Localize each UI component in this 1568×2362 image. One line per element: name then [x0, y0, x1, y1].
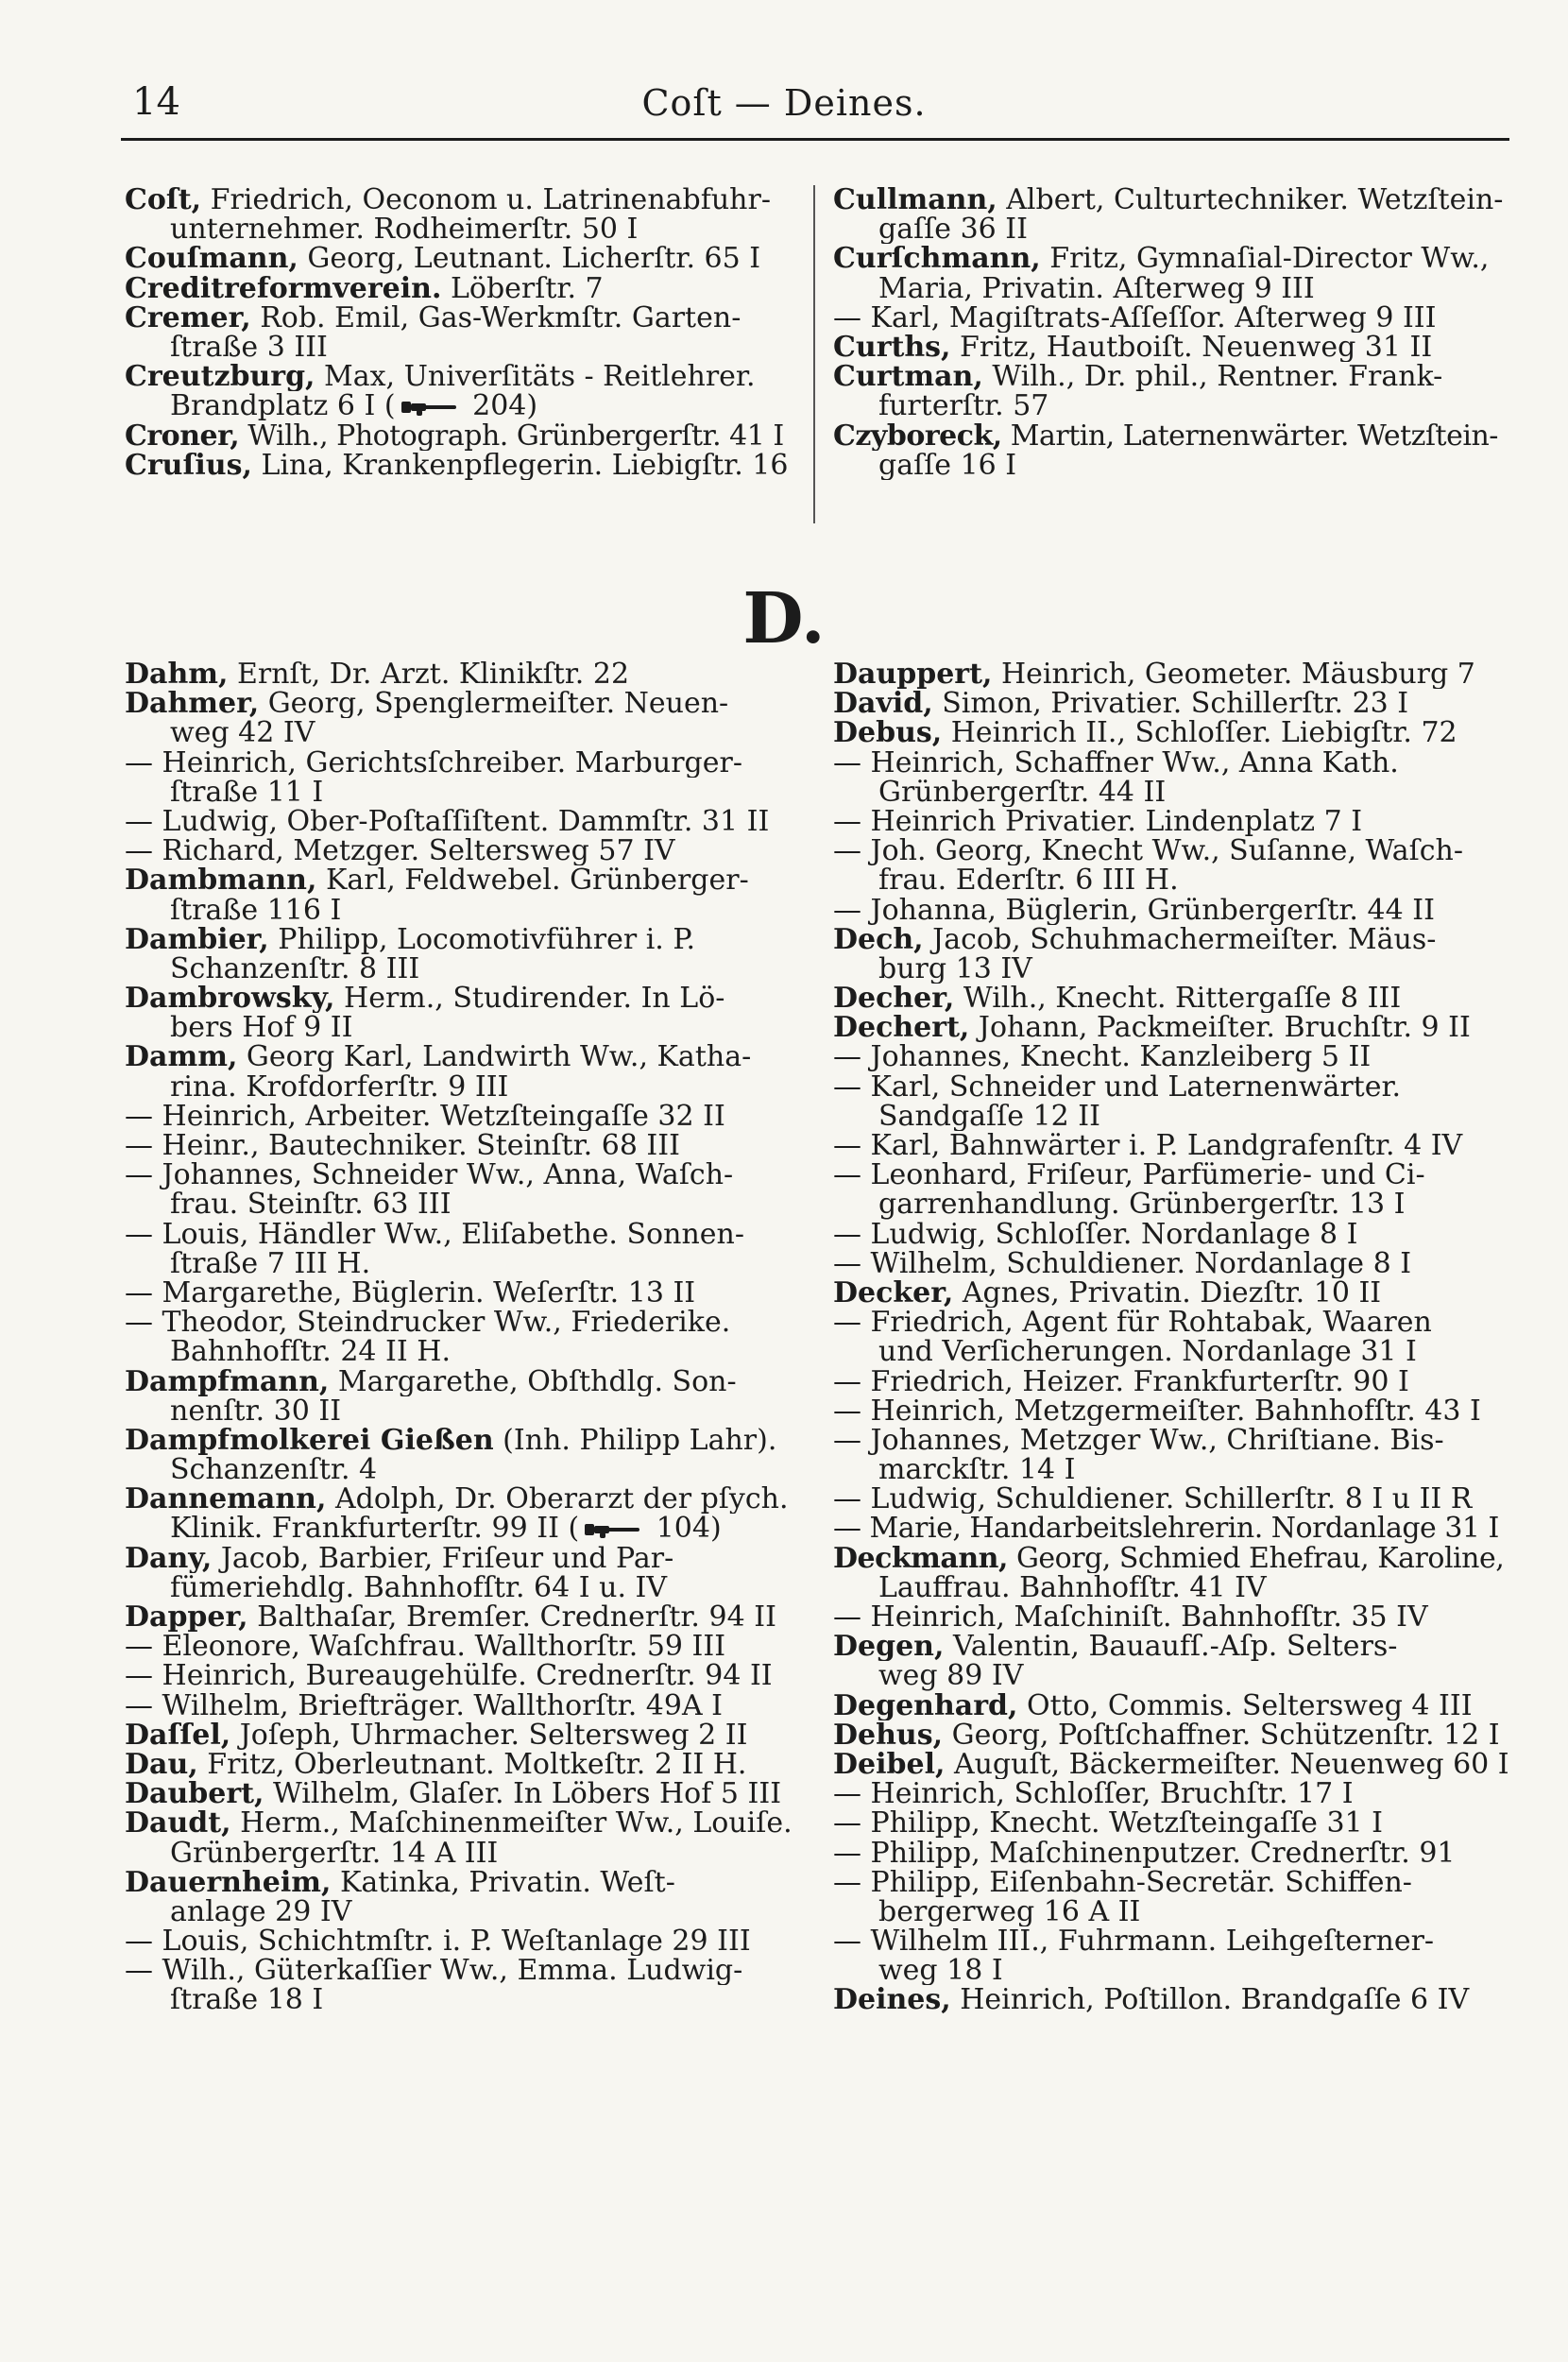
entry-details: Joſeph, Uhrmacher. Seltersweg 2 II: [230, 1720, 748, 1750]
entry-details: Heinrich, Geometer. Mäusburg 7: [992, 659, 1475, 690]
entry-details: Georg, Schmied Ehefrau, Karoline,: [1007, 1543, 1505, 1573]
entry-surname: Dechert,: [833, 1013, 970, 1043]
entry-surname: Czyboreck,: [833, 420, 1002, 451]
entry-details: — Philipp, Maſchinenputzer. Crednerſtr. 91: [833, 1838, 1456, 1868]
entry-surname: Croner,: [125, 420, 240, 451]
entry-details: Albert, Culturtechniker. Wetzſtein-: [997, 185, 1504, 215]
entry-surname: Couſmann,: [125, 244, 298, 274]
column-divider: [813, 185, 815, 523]
entry-details: nenſtr. 30 II: [170, 1395, 342, 1426]
directory-entry-line: [833, 1013, 1509, 1042]
entry-details: garrenhandlung. Grünbergerſtr. 13 I: [878, 1190, 1406, 1220]
entry-surname: Deibel,: [833, 1749, 946, 1780]
directory-entry-line: [125, 1160, 803, 1190]
entry-surname: Dauernheim,: [125, 1867, 332, 1897]
main-left-column: [125, 659, 803, 2015]
entry-surname: Dapper,: [125, 1602, 248, 1633]
entry-details: Wilh., Photograph. Grünbergerſtr. 41 I: [239, 420, 784, 451]
entry-surname: Dambier,: [125, 924, 269, 954]
directory-entry-line: [125, 391, 803, 420]
entry-surname: Coſt,: [125, 185, 202, 215]
entry-details: — Johannes, Metzger Ww., Chriſtiane. Bis-: [833, 1425, 1444, 1456]
directory-entry-line: [125, 274, 803, 303]
entry-details: ſtraße 3 III: [170, 332, 328, 363]
directory-entry-line: [833, 1249, 1509, 1278]
entry-details: Max, Univerſitäts - Reitlehrer.: [315, 362, 756, 392]
directory-entry-line: [125, 1544, 803, 1573]
entry-details: — Friedrich, Agent für Rohtabak, Waaren: [833, 1308, 1432, 1338]
directory-entry-line: [833, 778, 1509, 807]
entry-details: — Heinr., Bautechniker. Steinſtr. 68 III: [125, 1131, 680, 1161]
directory-entry-line: [833, 748, 1509, 778]
entry-details: — Eleonore, Waſchfrau. Wallthorſtr. 59 III: [125, 1632, 726, 1662]
entry-details: frau. Steinſtr. 63 III: [170, 1190, 452, 1220]
entry-details: Grünbergerſtr. 44 II: [878, 777, 1167, 807]
entry-details: bergerweg 16 A II: [878, 1896, 1141, 1927]
entry-surname: Daubert,: [125, 1779, 264, 1809]
directory-entry-line: [125, 1779, 803, 1808]
entry-details: — Wilhelm, Briefträger. Wallthorſtr. 49A I: [125, 1690, 724, 1720]
directory-entry-line: [125, 1367, 803, 1396]
directory-entry-line: [833, 1160, 1509, 1190]
entry-details: und Verſicherungen. Nordanlage 31 I: [878, 1337, 1417, 1367]
directory-entry-line: [833, 274, 1509, 303]
entry-surname: Dahmer,: [125, 689, 260, 719]
directory-entry-line: [833, 1072, 1509, 1102]
entry-surname: Deines,: [833, 1985, 951, 2015]
directory-entry-line: [125, 1072, 803, 1102]
directory-entry-line: [125, 1190, 803, 1219]
directory-entry-line: [833, 1602, 1509, 1632]
entry-reference: 204): [463, 391, 538, 421]
directory-entry-line: [833, 214, 1509, 244]
directory-entry-line: [833, 1514, 1509, 1543]
directory-entry-line: [125, 1484, 803, 1514]
directory-entry-line: [833, 303, 1509, 333]
directory-entry-line: [833, 1808, 1509, 1838]
pointing-hand-icon: [400, 397, 460, 418]
entry-details: — Heinrich Privatier. Lindenplatz 7 I: [833, 806, 1363, 837]
entry-details: Georg, Poſtſchaffner. Schützenſtr. 12 I: [943, 1720, 1500, 1750]
directory-entry-line: [125, 421, 803, 451]
entry-details: gaſſe 16 I: [878, 450, 1017, 480]
entry-details: Lina, Krankenpflegerin. Liebigſtr. 16: [251, 450, 789, 480]
pointing-hand-icon: [583, 1519, 643, 1540]
entry-surname: Cremer,: [125, 302, 251, 333]
entry-details: ſtraße 116 I: [170, 895, 342, 925]
directory-entry-line: [125, 896, 803, 925]
entry-surname: Creditreformverein.: [125, 273, 442, 303]
directory-entry-line: [125, 1691, 803, 1720]
entry-details: Johann, Packmeiſter. Bruchſtr. 9 II: [969, 1013, 1471, 1043]
entry-details: anlage 29 IV: [170, 1896, 352, 1927]
entry-details: — Joh. Georg, Knecht Ww., Suſanne, Waſch-: [833, 836, 1463, 866]
entry-details: Jacob, Barbier, Friſeur und Par-: [212, 1543, 674, 1573]
directory-entry-line: [125, 1102, 803, 1131]
directory-entry-line: [833, 896, 1509, 925]
entry-details: Brandplatz 6 I (: [170, 391, 396, 421]
directory-entry-line: [833, 1544, 1509, 1573]
entry-details: Wilh., Dr. phil., Rentner. Frank-: [982, 362, 1443, 392]
entry-details: unternehmer. Rodheimerſtr. 50 I: [170, 214, 639, 245]
entry-details: — Johanna, Büglerin, Grünbergerſtr. 44 II: [833, 895, 1435, 925]
entry-reference: 104): [647, 1514, 722, 1544]
directory-entry-line: [833, 1396, 1509, 1426]
directory-entry-line: [833, 1661, 1509, 1690]
entry-details: Fritz, Oberleutnant. Moltkeſtr. 2 II H.: [197, 1749, 747, 1780]
top-right-column: [833, 185, 1509, 480]
entry-details: fümeriehdlg. Bahnhofſtr. 64 I u. IV: [170, 1572, 668, 1602]
directory-entry-line: [125, 1042, 803, 1071]
directory-entry-line: [833, 451, 1509, 480]
directory-entry-line: [833, 333, 1509, 362]
directory-entry-line: [833, 362, 1509, 391]
entry-details: — Karl, Magiſtrats-Aſſeſſor. Aſterweg 9 III: [833, 302, 1437, 333]
directory-entry-line: [833, 185, 1509, 214]
directory-entry-line: [125, 1897, 803, 1926]
entry-surname: Decker,: [833, 1277, 954, 1309]
entry-surname: Curtman,: [833, 362, 983, 392]
directory-entry-line: [125, 1131, 803, 1160]
entry-surname: Degen,: [833, 1632, 945, 1662]
entry-details: Herm., Maſchinenmeiſter Ww., Louiſe.: [230, 1808, 793, 1839]
section-letter: D.: [742, 578, 826, 659]
entry-surname: Dehus,: [833, 1720, 944, 1750]
entry-details: — Karl, Bahnwärter i. P. Landgrafenſtr. 4 IV: [833, 1131, 1463, 1161]
entry-details: — Ludwig, Ober-Poſtaſſiſtent. Dammſtr. 31 II: [125, 806, 770, 837]
directory-entry-line: [125, 836, 803, 865]
entry-details: — Richard, Metzger. Seltersweg 57 IV: [125, 836, 675, 866]
entry-details: gaſſe 36 II: [878, 214, 1028, 245]
entry-details: Fritz, Hautboiſt. Neuenweg 31 II: [950, 332, 1433, 363]
directory-entry-line: [125, 1013, 803, 1042]
directory-entry-line: [125, 333, 803, 362]
entry-details: Löberſtr. 7: [441, 273, 604, 303]
entry-details: Klinik. Frankfurterſtr. 99 II (: [170, 1514, 580, 1544]
directory-entry-line: [125, 244, 803, 273]
directory-entry-line: [833, 1102, 1509, 1131]
top-left-column: [125, 185, 803, 480]
entry-details: — Heinrich, Arbeiter. Wetzſteingaſſe 32 II: [125, 1101, 725, 1131]
directory-entry-line: [833, 1926, 1509, 1956]
directory-entry-line: [833, 1779, 1509, 1808]
directory-entry-line: [833, 421, 1509, 451]
entry-details: Auguſt, Bäckermeiſter. Neuenweg 60 I: [945, 1749, 1509, 1780]
directory-entry-line: [833, 984, 1509, 1013]
directory-entry-line: [833, 244, 1509, 273]
entry-details: Heinrich, Poſtillon. Brandgaſſe 6 IV: [950, 1985, 1470, 2015]
directory-entry-line: [833, 1839, 1509, 1868]
entry-details: weg 89 IV: [878, 1661, 1024, 1691]
entry-surname: Decher,: [833, 984, 955, 1014]
entry-surname: Creutzburg,: [125, 362, 315, 392]
entry-surname: Daſſel,: [125, 1720, 231, 1750]
directory-entry-line: [125, 778, 803, 807]
directory-entry-line: [125, 807, 803, 836]
entry-details: Sandgaſſe 12 II: [878, 1101, 1100, 1131]
entry-details: Georg, Spenglermeiſter. Neuen-: [259, 689, 729, 719]
entry-details: Rob. Emil, Gas-Werkmſtr. Garten-: [250, 302, 741, 333]
entry-details: Herm., Studirender. In Lö-: [334, 984, 725, 1014]
entry-details: Friedrich, Oeconom u. Latrinenabfuhr-: [201, 185, 771, 215]
entry-surname: Curſchmann,: [833, 244, 1041, 274]
directory-entry-line: [125, 1868, 803, 1897]
directory-entry-line: [833, 1278, 1509, 1308]
directory-entry-line: [125, 1602, 803, 1632]
directory-entry-line: [833, 1308, 1509, 1337]
directory-entry-line: [125, 1514, 803, 1543]
directory-entry-line: [833, 954, 1509, 984]
directory-entry-line: [833, 1956, 1509, 1985]
directory-entry-line: [125, 1839, 803, 1868]
entry-details: — Margarethe, Büglerin. Weſerſtr. 13 II: [125, 1277, 696, 1309]
directory-entry-line: [125, 214, 803, 244]
entry-details: Heinrich II., Schloſſer. Liebigſtr. 72: [942, 718, 1457, 748]
entry-details: — Heinrich, Gerichtsſchreiber. Marburger-: [125, 747, 742, 778]
entry-details: weg 42 IV: [170, 718, 315, 748]
directory-entry-line: [833, 1868, 1509, 1897]
entry-details: Valentin, Bauaufſ.-Aſp. Selters-: [944, 1632, 1398, 1662]
directory-entry-line: [833, 659, 1509, 689]
directory-entry-line: [125, 1808, 803, 1838]
entry-details: — Ludwig, Schloſſer. Nordanlage 8 I: [833, 1219, 1358, 1249]
directory-entry-line: [833, 1632, 1509, 1661]
entry-surname: Dampfmolkerei Gießen: [125, 1425, 494, 1456]
entry-details: — Wilh., Güterkaſſier Ww., Emma. Ludwig-: [125, 1956, 743, 1986]
entry-details: Martin, Laternenwärter. Wetzſtein-: [1001, 420, 1498, 451]
entry-surname: Deckmann,: [833, 1543, 1008, 1573]
entry-surname: Dannemann,: [125, 1484, 327, 1515]
entry-surname: Cullmann,: [833, 185, 997, 215]
directory-entry-line: [125, 1985, 803, 2014]
entry-surname: Damm,: [125, 1042, 238, 1072]
entry-details: Philipp, Locomotivführer i. P.: [268, 924, 696, 954]
directory-entry-line: [833, 925, 1509, 954]
directory-entry-line: [833, 1367, 1509, 1396]
directory-entry-line: [833, 1455, 1509, 1484]
directory-entry-line: [833, 1337, 1509, 1366]
entry-surname: Dau,: [125, 1749, 198, 1780]
entry-details: — Heinrich, Metzgermeiſter. Bahnhofſtr. 43 I: [833, 1395, 1481, 1426]
directory-entry-line: [125, 748, 803, 778]
entry-details: — Philipp, Eiſenbahn-Secretär. Schiffen-: [833, 1867, 1412, 1897]
directory-entry-line: [833, 689, 1509, 718]
entry-details: Katinka, Privatin. Weſt-: [331, 1867, 675, 1897]
directory-entry-line: [125, 1573, 803, 1602]
entry-details: — Philipp, Knecht. Wetzſteingaſſe 31 I: [833, 1808, 1384, 1839]
entry-details: — Theodor, Steindrucker Ww., Friederike.: [125, 1308, 731, 1338]
directory-entry-line: [833, 1220, 1509, 1249]
directory-entry-line: [833, 1426, 1509, 1455]
directory-entry-line: [125, 185, 803, 214]
directory-entry-line: [833, 807, 1509, 836]
entry-details: — Friedrich, Heizer. Frankfurterſtr. 90 I: [833, 1366, 1409, 1396]
entry-details: — Wilhelm, Schuldiener. Nordanlage 8 I: [833, 1248, 1412, 1278]
directory-entry-line: [125, 1926, 803, 1956]
entry-details: Margarethe, Obſthdlg. Son-: [329, 1366, 737, 1396]
entry-details: Schanzenſtr. 8 III: [170, 953, 420, 984]
directory-entry-line: [125, 984, 803, 1013]
directory-entry-line: [125, 1220, 803, 1249]
directory-entry-line: [125, 1426, 803, 1455]
entry-surname: Curths,: [833, 332, 951, 363]
entry-surname: Dany,: [125, 1543, 213, 1573]
directory-entry-line: [125, 1308, 803, 1337]
entry-details: Maria, Privatin. Aſterweg 9 III: [878, 273, 1315, 303]
entry-details: — Wilhelm III., Fuhrmann. Leihgeſterner-: [833, 1926, 1435, 1957]
directory-entry-line: [833, 1131, 1509, 1160]
directory-entry-line: [125, 925, 803, 954]
entry-surname: Debus,: [833, 718, 943, 748]
directory-entry-line: [125, 1455, 803, 1484]
entry-details: Balthaſar, Bremſer. Crednerſtr. 94 II: [247, 1602, 776, 1633]
entry-surname: Dauppert,: [833, 659, 993, 690]
entry-details: bers Hof 9 II: [170, 1013, 353, 1043]
directory-entry-line: [125, 1956, 803, 1985]
entry-details: — Heinrich, Schloſſer, Bruchſtr. 17 I: [833, 1779, 1354, 1809]
directory-entry-line: [833, 1750, 1509, 1779]
main-right-column: [833, 659, 1509, 2015]
entry-details: — Marie, Handarbeitslehrerin. Nordanlage 31 I: [833, 1514, 1499, 1544]
entry-details: Karl, Feldwebel. Grünberger-: [316, 865, 749, 896]
entry-details: Agnes, Privatin. Diezſtr. 10 II: [953, 1277, 1382, 1309]
directory-entry-line: [125, 1720, 803, 1750]
entry-surname: Dampfmann,: [125, 1366, 330, 1396]
entry-surname: David,: [833, 689, 933, 719]
entry-details: Georg Karl, Landwirth Ww., Katha-: [237, 1042, 752, 1072]
directory-entry-line: [125, 1396, 803, 1426]
directory-entry-line: [125, 954, 803, 984]
entry-details: Bahnhofſtr. 24 II H.: [170, 1337, 451, 1367]
entry-details: — Karl, Schneider und Laternenwärter.: [833, 1071, 1402, 1102]
entry-surname: Dech,: [833, 924, 924, 954]
entry-details: Adolph, Dr. Oberarzt der pſych.: [326, 1484, 789, 1515]
entry-details: Ernſt, Dr. Arzt. Klinikſtr. 22: [228, 659, 630, 690]
directory-entry-line: [833, 1897, 1509, 1926]
entry-details: Schanzenſtr. 4: [170, 1455, 378, 1485]
directory-entry-line: [125, 303, 803, 333]
entry-details: ſtraße 18 I: [170, 1985, 324, 2015]
entry-surname: Degenhard,: [833, 1690, 1018, 1720]
directory-entry-line: [125, 1750, 803, 1779]
entry-details: — Johannes, Schneider Ww., Anna, Waſch-: [125, 1160, 734, 1190]
directory-entry-line: [833, 1573, 1509, 1602]
directory-entry-line: [125, 718, 803, 747]
entry-details: Wilh., Knecht. Rittergaſſe 8 III: [954, 984, 1402, 1014]
directory-entry-line: [833, 718, 1509, 747]
entry-details: Simon, Privatier. Schillerſtr. 23 I: [932, 689, 1409, 719]
entry-details: — Heinrich, Maſchiniſt. Bahnhofſtr. 35 IV: [833, 1602, 1428, 1633]
entry-details: — Leonhard, Friſeur, Parfümerie- und Ci-: [833, 1160, 1425, 1190]
directory-entry-line: [833, 836, 1509, 865]
directory-entry-line: [833, 1720, 1509, 1750]
entry-details: Georg, Leutnant. Licherſtr. 65 I: [298, 244, 761, 274]
entry-surname: Dambrowsky,: [125, 984, 335, 1014]
entry-details: — Heinrich, Schaffner Ww., Anna Kath.: [833, 747, 1399, 778]
directory-entry-line: [125, 689, 803, 718]
entry-details: — Louis, Schichtmſtr. i. P. Weſtanlage 29 III: [125, 1926, 751, 1957]
entry-details: — Ludwig, Schuldiener. Schillerſtr. 8 I u II R: [833, 1484, 1473, 1515]
entry-details: Fritz, Gymnaſial-Director Ww.,: [1040, 244, 1490, 274]
directory-entry-line: [125, 659, 803, 689]
entry-details: marckſtr. 14 I: [878, 1455, 1076, 1485]
entry-details: burg 13 IV: [878, 953, 1032, 984]
directory-entry-line: [833, 391, 1509, 420]
entry-details: Lauffrau. Bahnhofſtr. 41 IV: [878, 1572, 1267, 1602]
entry-details: rina. Krofdorferſtr. 9 III: [170, 1071, 509, 1102]
directory-entry-line: [833, 1190, 1509, 1219]
directory-entry-line: [125, 451, 803, 480]
directory-entry-line: [125, 865, 803, 895]
entry-details: — Heinrich, Bureaugehülfe. Crednerſtr. 94 II: [125, 1661, 773, 1691]
entry-details: (Inh. Philipp Lahr).: [493, 1425, 777, 1456]
running-head: Coſt — Deines.: [641, 82, 927, 124]
entry-details: frau. Ederſtr. 6 III H.: [878, 865, 1179, 896]
entry-details: Grünbergerſtr. 14 A III: [170, 1838, 499, 1868]
entry-details: — Johannes, Knecht. Kanzleiberg 5 II: [833, 1042, 1372, 1072]
directory-entry-line: [125, 1249, 803, 1278]
entry-surname: Dambmann,: [125, 865, 317, 896]
entry-details: — Louis, Händler Ww., Eliſabethe. Sonnen-: [125, 1219, 744, 1249]
directory-entry-line: [125, 1278, 803, 1308]
entry-details: ſtraße 11 I: [170, 777, 324, 807]
directory-entry-line: [125, 362, 803, 391]
directory-entry-line: [833, 1985, 1509, 2014]
entry-details: Jacob, Schuhmachermeiſter. Mäus-: [923, 924, 1437, 954]
header-rule: [121, 138, 1509, 141]
page-number: 14: [132, 80, 180, 124]
directory-entry-line: [125, 1632, 803, 1661]
directory-entry-line: [125, 1337, 803, 1366]
entry-details: furterſtr. 57: [878, 391, 1049, 421]
entry-surname: Cruſius,: [125, 450, 252, 480]
directory-entry-line: [833, 1691, 1509, 1720]
directory-entry-line: [833, 1042, 1509, 1071]
entry-details: Wilhelm, Glaſer. In Löbers Hof 5 III: [264, 1779, 782, 1809]
entry-details: weg 18 I: [878, 1956, 1003, 1986]
entry-surname: Daudt,: [125, 1808, 231, 1839]
directory-entry-line: [125, 1661, 803, 1690]
entry-surname: Dahm,: [125, 659, 229, 690]
entry-details: Otto, Commis. Seltersweg 4 III: [1017, 1690, 1473, 1720]
entry-details: ſtraße 7 III H.: [170, 1248, 371, 1278]
directory-entry-line: [833, 865, 1509, 895]
directory-entry-line: [833, 1484, 1509, 1514]
